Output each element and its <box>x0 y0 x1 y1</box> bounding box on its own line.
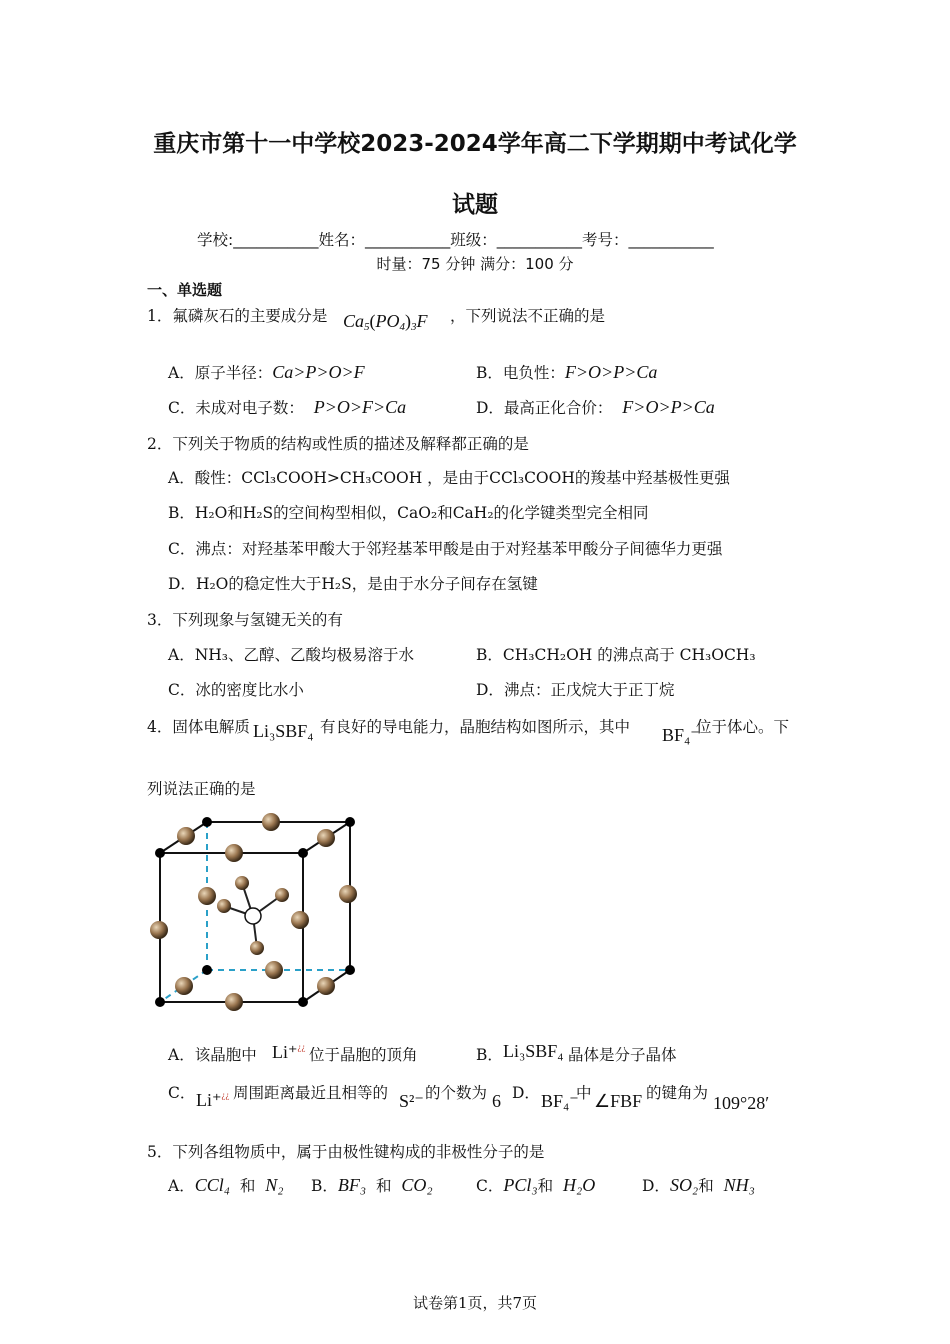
question-4-stem-tail: 位于体心。下 <box>696 718 790 736</box>
q4-option-d-text2: 的键角为 <box>646 1084 709 1102</box>
page-footer: 试卷第1页，共7页 <box>412 1294 538 1312</box>
q4-option-c-text: 周围距离最近且相等的 <box>233 1084 389 1102</box>
formula-li3sbf4: Li₃SBF₄ <box>253 721 314 741</box>
question-4-stem-line2: 列说法正确的是 <box>147 780 256 798</box>
question-5-stem: 5．下列各组物质中，属于由极性键构成的非极性分子的是 <box>147 1143 545 1161</box>
q4-option-a: A．该晶胞中 <box>168 1046 257 1064</box>
question-1-stem: 1．氟磷灰石的主要成分是 <box>147 307 328 325</box>
q2-option-b: B．H₂O和H₂S的空间构型相似，CaO₂和CaH₂的化学键类型完全相同 <box>168 504 649 522</box>
q1-option-b: B．电负性：F>O>P>Ca <box>476 362 658 382</box>
boron-atom <box>245 908 261 924</box>
formula-s2-ion: S²⁻ <box>399 1091 424 1111</box>
question-4-stem: 4．固体电解质 <box>147 718 250 736</box>
q2-option-d: D．H₂O的稳定性大于H₂S，是由于水分子间存在氢键 <box>168 575 538 593</box>
q4-option-b: B． <box>476 1046 503 1064</box>
q2-option-a: A．酸性：CCl₃COOH>CH₃COOH ，是由于CCl₃COOH的羧基中羟基极性更强 <box>168 469 730 487</box>
q3-option-c: C．冰的密度比水小 <box>168 681 304 699</box>
formula-li-ion-c: Li⁺¿¿ <box>196 1090 230 1110</box>
question-1-stem-tail: ，下列说法不正确的是 <box>450 307 606 325</box>
q5-option-d: D．SO₂和 NH₃ <box>642 1175 755 1195</box>
formula-li-ion: Li⁺¿¿ <box>272 1042 306 1062</box>
section-heading: 一、单选题 <box>147 281 223 299</box>
question-4-stem-mid: 有良好的导电能力，晶胞结构如图所示，其中 <box>320 718 631 736</box>
q1-option-d: D．最高正化合价： F>O>P>Ca <box>476 397 715 417</box>
q5-option-c: C．PCl₃和 H₂O <box>476 1175 596 1195</box>
fluorine-atom <box>275 888 289 902</box>
question-2-stem: 2．下列关于物质的结构或性质的描述及解释都正确的是 <box>147 435 529 453</box>
q3-option-d: D．沸点：正戊烷大于正丁烷 <box>476 681 675 699</box>
q4-option-c: C． <box>168 1084 196 1102</box>
fluorine-atom <box>235 876 249 890</box>
q4-option-c-text2: 的个数为 <box>425 1084 488 1102</box>
q2-option-c: C．沸点：对羟基苯甲酸大于邻羟基苯甲酸是由于对羟基苯甲酸分子间德华力更强 <box>168 540 723 558</box>
q5-option-b: B．BF₃ 和 CO₂ <box>311 1175 433 1195</box>
q1-option-a: A．原子半径：Ca>P>O>F <box>168 362 365 382</box>
formula-bf4-ion: BF₄⁻ <box>662 725 700 745</box>
formula-angle-fbf: ∠FBF <box>594 1091 643 1111</box>
q5-option-a: A．CCl₄ 和 N₂ <box>168 1175 284 1195</box>
q4-option-d-text: 中 <box>576 1084 592 1102</box>
formula-bf4-ion-d: BF₄⁻ <box>541 1091 579 1111</box>
page-title-line2: 试题 <box>452 192 498 218</box>
q4-option-a-text: 位于晶胞的顶角 <box>309 1046 418 1064</box>
formula-ca5po43f: $Ca_5(PO_4)_3F$ <box>343 311 428 333</box>
crystal-cell-figure <box>140 810 370 1020</box>
q3-option-b: B．CH₃CH₂OH 的沸点高于 CH₃OCH₃ <box>476 646 756 664</box>
student-info-line: 学校:___________姓名：___________班级：___________考号：___________ <box>197 231 714 249</box>
q4-option-c-value: 6 <box>492 1091 501 1111</box>
time-score-line: 时量：75 分钟 满分：100 分 <box>376 255 574 273</box>
formula-li3sbf4-b: Li₃SBF₄ <box>503 1041 564 1061</box>
q4-option-b-text: 晶体是分子晶体 <box>568 1046 677 1064</box>
page-title: 重庆市第十一中学校2023-2024学年高二下学期期中考试化学 <box>153 131 797 157</box>
q4-option-d-value: 109°28′ <box>713 1093 770 1113</box>
fluorine-atom <box>217 899 231 913</box>
fluorine-atom <box>250 941 264 955</box>
question-3-stem: 3．下列现象与氢键无关的有 <box>147 611 343 629</box>
q1-option-c: C．未成对电子数： P>O>F>Ca <box>168 397 407 417</box>
q3-option-a: A．NH₃、乙醇、乙酸均极易溶于水 <box>168 646 414 664</box>
q4-option-d: D． <box>512 1084 540 1102</box>
